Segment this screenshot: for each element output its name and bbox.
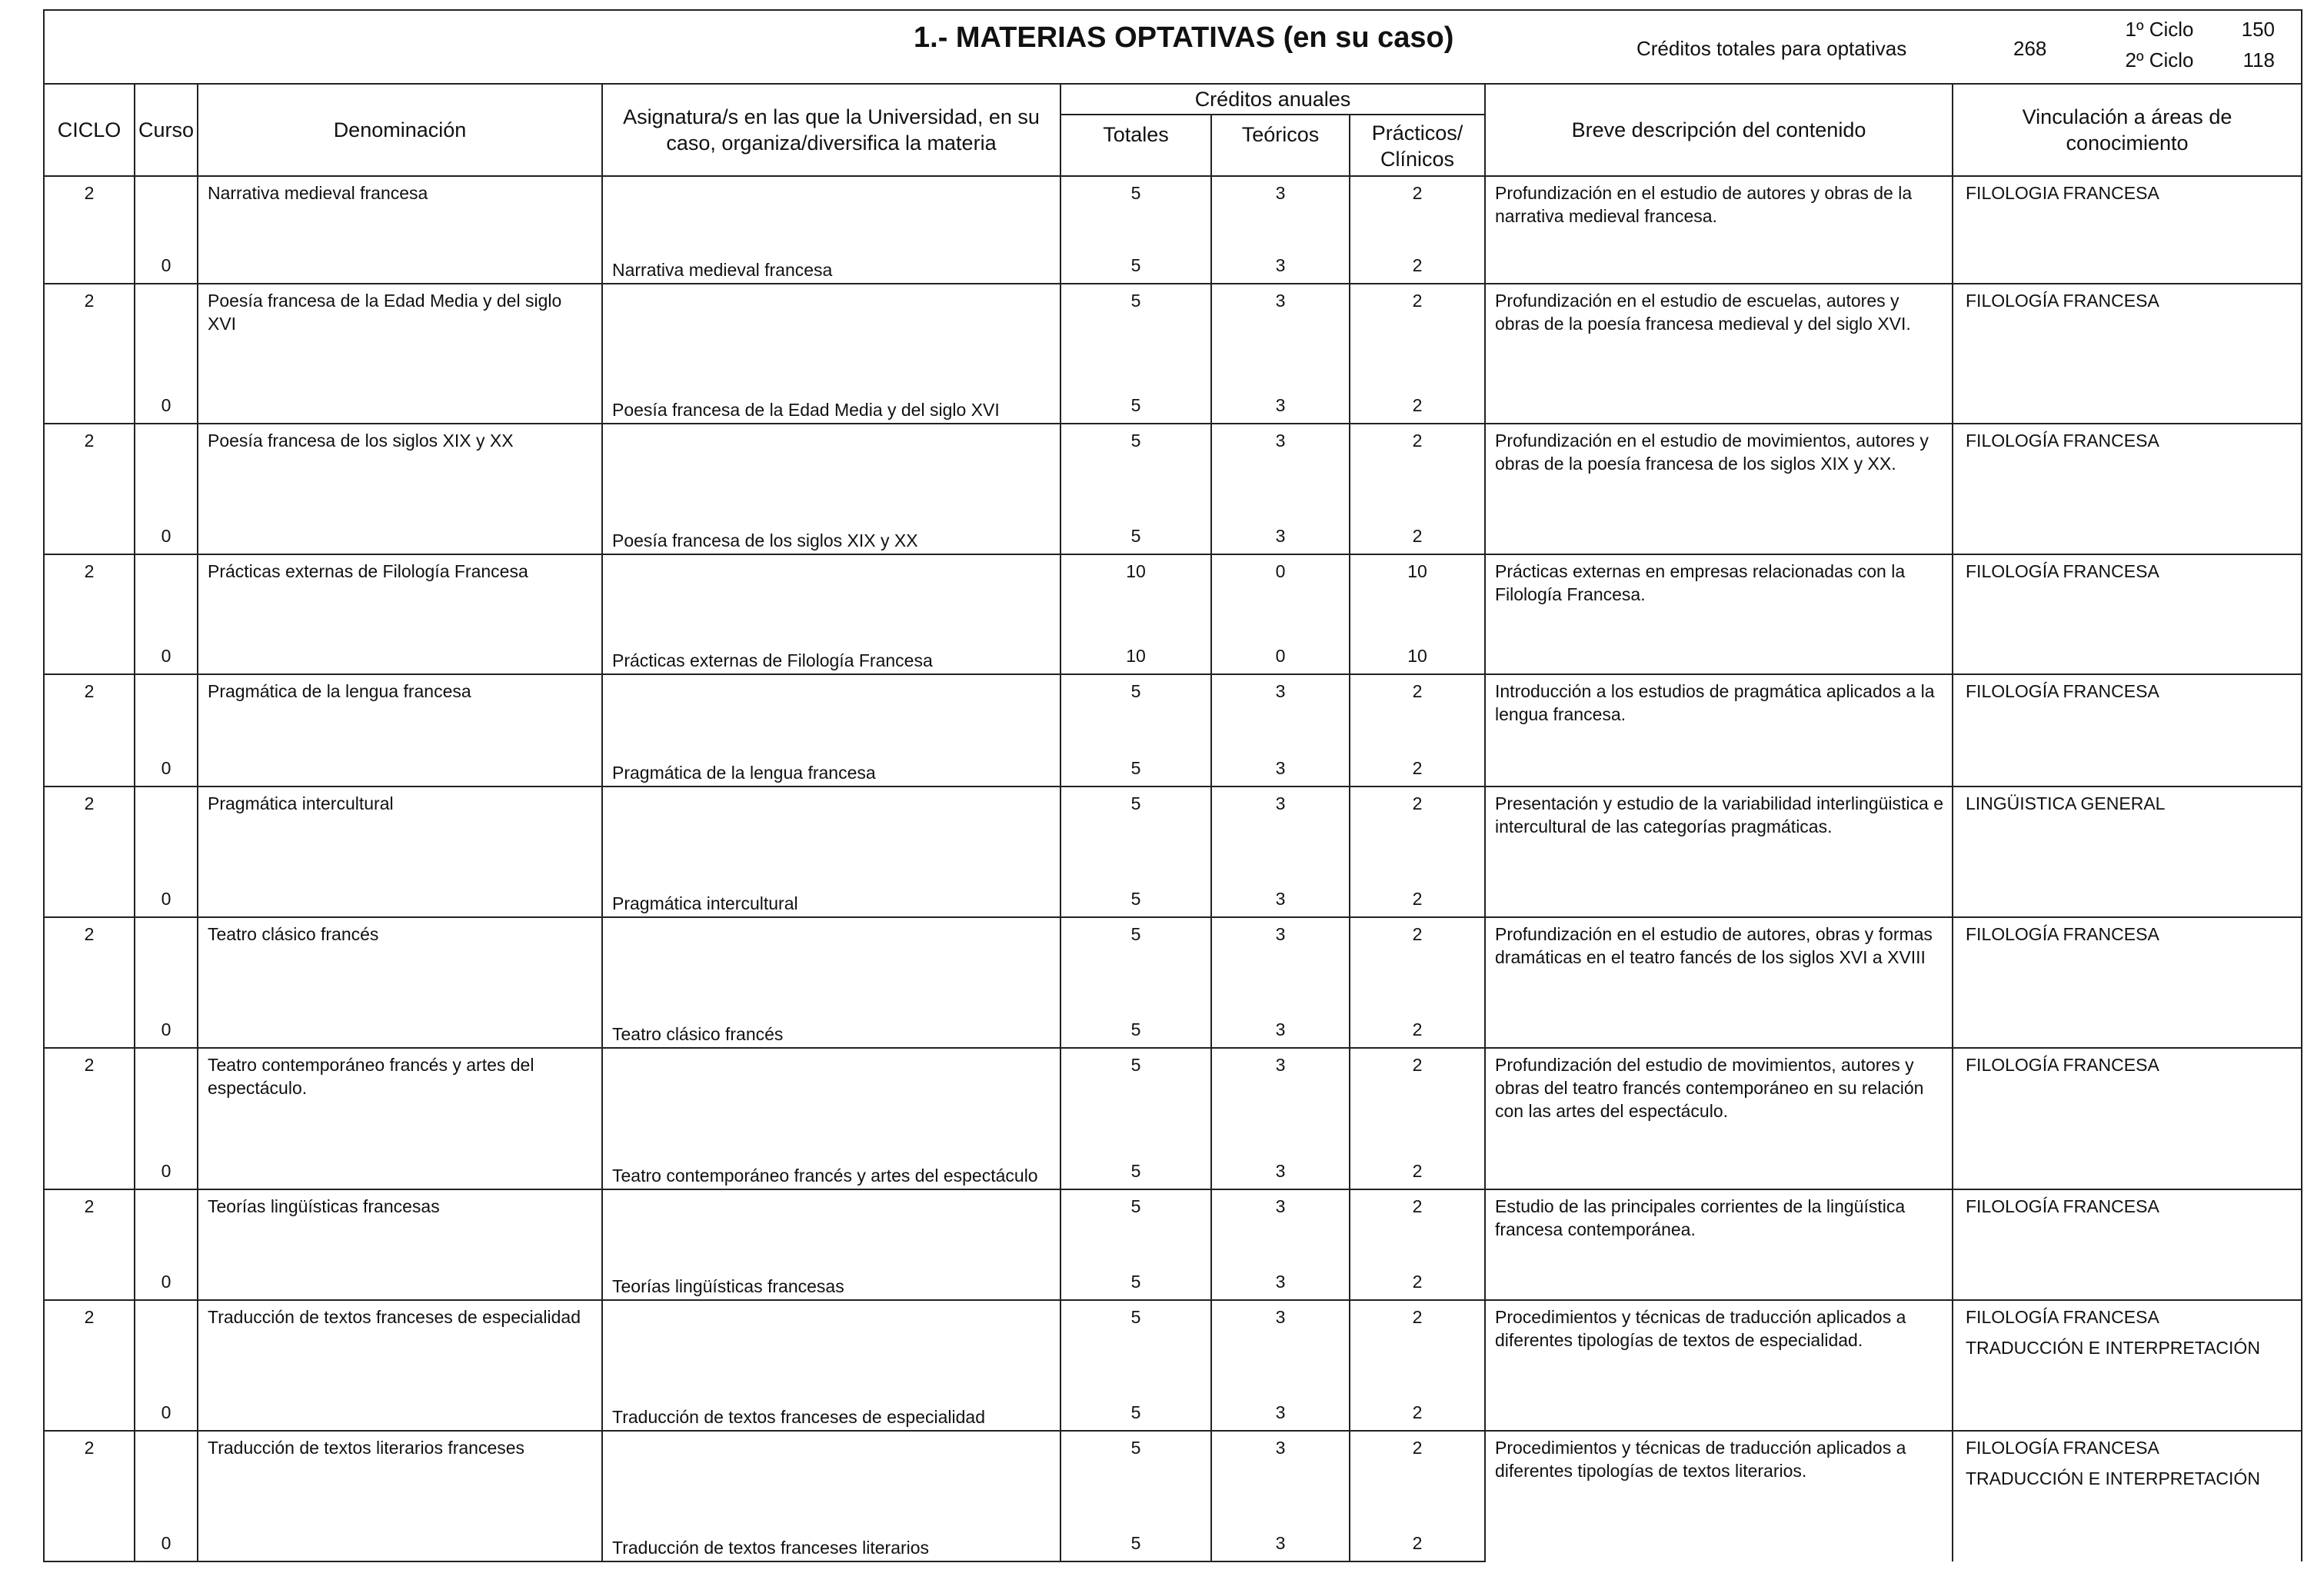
- totales-cell: 5: [1060, 1048, 1211, 1134]
- descripcion-cell: Introducción a los estudios de pragmática aplicados a la lengua francesa.: [1485, 674, 1953, 787]
- asignatura-value: Teatro clásico francés: [602, 996, 1060, 1048]
- totales-cell: 5: [1060, 1189, 1211, 1254]
- practicos-cell: 2: [1350, 674, 1485, 739]
- ciclo-cell: 2: [44, 176, 135, 238]
- area-item: FILOLOGÍA FRANCESA: [1966, 431, 2159, 451]
- asignatura-value: Teorías lingüísticas francesas: [602, 1254, 1060, 1300]
- asignatura-cell: [602, 1048, 1060, 1134]
- descripcion-cell: Profundización del estudio de movimientos, autores y obras del teatro francés contemporáneo en su relación con las artes del espectáculo.: [1485, 1048, 1953, 1189]
- ciclo-cell-empty: [44, 1254, 135, 1300]
- curso-cell: [135, 674, 198, 739]
- asig-practicos: 10: [1350, 628, 1485, 674]
- asig-practicos: 2: [1350, 1509, 1485, 1561]
- totales-cell: 5: [1060, 1300, 1211, 1378]
- asignatura-cell: [602, 917, 1060, 996]
- ciclo-credits: [2113, 14, 2275, 75]
- materia-row: [44, 917, 2302, 996]
- denominacion-cell-empty: [198, 238, 602, 284]
- denominacion-cell: Teatro contemporáneo francés y artes del espectáculo.: [198, 1048, 602, 1134]
- area-item: FILOLOGÍA FRANCESA: [1966, 1055, 2159, 1075]
- areas-cell: [1953, 424, 2302, 554]
- asignatura-cell: [602, 1300, 1060, 1378]
- asig-totales: 5: [1060, 502, 1211, 554]
- totales-cell: 5: [1060, 176, 1211, 238]
- asignatura-cell: [602, 424, 1060, 502]
- asig-teoricos: 3: [1211, 238, 1350, 284]
- ciclo-cell-empty: [44, 238, 135, 284]
- curso-cell: [135, 1300, 198, 1378]
- denominacion-cell: Pragmática intercultural: [198, 787, 602, 865]
- descripcion-cell: Profundización en el estudio de autores, obras y formas dramáticas en el teatro fancés de los siglos XVI a XVIII: [1485, 917, 1953, 1048]
- curso-cell: [135, 284, 198, 370]
- asig-teoricos: 3: [1211, 996, 1350, 1048]
- denominacion-cell: Teatro clásico francés: [198, 917, 602, 996]
- curso-value: 0: [135, 502, 198, 554]
- area-item: FILOLOGÍA FRANCESA: [1966, 1196, 2159, 1216]
- materia-row: [44, 424, 2302, 502]
- materias-table: [43, 9, 2302, 1562]
- denominacion-cell: Poesía francesa de la Edad Media y del siglo XVI: [198, 284, 602, 370]
- ciclo-cell: 2: [44, 554, 135, 628]
- practicos-cell: 10: [1350, 554, 1485, 628]
- asig-totales: 5: [1060, 238, 1211, 284]
- ciclo-cell: 2: [44, 787, 135, 865]
- ciclo-cell-empty: [44, 865, 135, 917]
- asig-totales: 5: [1060, 1378, 1211, 1431]
- teoricos-cell: 3: [1211, 674, 1350, 739]
- teoricos-cell: 3: [1211, 787, 1350, 865]
- asignatura-value: Pragmática de la lengua francesa: [602, 739, 1060, 787]
- title-bar: [44, 10, 2302, 84]
- materia-row: [44, 1300, 2302, 1378]
- asig-teoricos: 3: [1211, 1254, 1350, 1300]
- asig-practicos: 2: [1350, 502, 1485, 554]
- denominacion-cell: Pragmática de la lengua francesa: [198, 674, 602, 739]
- totales-cell: 5: [1060, 284, 1211, 370]
- denominacion-cell: Traducción de textos literarios franceses: [198, 1431, 602, 1509]
- teoricos-cell: 0: [1211, 554, 1350, 628]
- col-vinculacion: Vinculación a áreas de conocimiento: [1953, 84, 2302, 176]
- curso-cell: [135, 917, 198, 996]
- curso-value: 0: [135, 628, 198, 674]
- curso-value: 0: [135, 996, 198, 1048]
- asig-teoricos: 3: [1211, 1378, 1350, 1431]
- practicos-cell: 2: [1350, 424, 1485, 502]
- curso-value: 0: [135, 238, 198, 284]
- asig-totales: 5: [1060, 370, 1211, 424]
- asignatura-value: Narrativa medieval francesa: [602, 238, 1060, 284]
- denominacion-cell-empty: [198, 628, 602, 674]
- credits-label: Créditos totales para optativas: [1636, 37, 1907, 60]
- ciclo-cell: 2: [44, 1048, 135, 1134]
- credits-total: 268: [2013, 37, 2047, 60]
- asignatura-cell: [602, 554, 1060, 628]
- area-item: FILOLOGÍA FRANCESA: [1966, 924, 2159, 944]
- asig-teoricos: 3: [1211, 865, 1350, 917]
- teoricos-cell: 3: [1211, 1300, 1350, 1378]
- denominacion-cell: Narrativa medieval francesa: [198, 176, 602, 238]
- totales-cell: 5: [1060, 1431, 1211, 1509]
- totales-cell: 5: [1060, 424, 1211, 502]
- col-denominacion: Denominación: [198, 84, 602, 176]
- ciclo2-label: 2º Ciclo: [2125, 48, 2194, 72]
- asig-totales: 5: [1060, 1134, 1211, 1189]
- asig-practicos: 2: [1350, 996, 1485, 1048]
- denominacion-cell-empty: [198, 1134, 602, 1189]
- areas-cell: [1953, 787, 2302, 917]
- denominacion-cell-empty: [198, 1509, 602, 1561]
- asignatura-value: Teatro contemporáneo francés y artes del espectáculo: [602, 1134, 1060, 1189]
- denominacion-cell: Poesía francesa de los siglos XIX y XX: [198, 424, 602, 502]
- descripcion-cell: Prácticas externas en empresas relacionadas con la Filología Francesa.: [1485, 554, 1953, 674]
- asignatura-value: Poesía francesa de los siglos XIX y XX: [602, 502, 1060, 554]
- areas-cell: [1953, 1300, 2302, 1431]
- asig-totales: 5: [1060, 1254, 1211, 1300]
- descripcion-cell: Presentación y estudio de la variabilidad interlingüistica e intercultural de las categorías pragmáticas.: [1485, 787, 1953, 917]
- asig-teoricos: 3: [1211, 370, 1350, 424]
- curso-cell: [135, 1189, 198, 1254]
- curso-value: 0: [135, 370, 198, 424]
- teoricos-cell: 3: [1211, 176, 1350, 238]
- ciclo-cell-empty: [44, 739, 135, 787]
- asig-practicos: 2: [1350, 370, 1485, 424]
- asig-practicos: 2: [1350, 1378, 1485, 1431]
- asig-teoricos: 3: [1211, 1509, 1350, 1561]
- teoricos-cell: 3: [1211, 1189, 1350, 1254]
- practicos-cell: 2: [1350, 284, 1485, 370]
- areas-cell: [1953, 674, 2302, 787]
- curso-value: 0: [135, 739, 198, 787]
- asig-practicos: 2: [1350, 739, 1485, 787]
- areas-cell: [1953, 176, 2302, 284]
- area-item: TRADUCCIÓN E INTERPRETACIÓN: [1966, 1468, 2260, 1488]
- area-item: FILOLOGIA FRANCESA: [1966, 183, 2159, 203]
- ciclo1-value: 150: [2241, 18, 2275, 41]
- asig-totales: 5: [1060, 1509, 1211, 1561]
- areas-cell: [1953, 554, 2302, 674]
- asignatura-value: Pragmática intercultural: [602, 865, 1060, 917]
- col-asignaturas: Asignatura/s en las que la Universidad, en su caso, organiza/diversifica la materia: [602, 84, 1060, 176]
- ciclo-cell-empty: [44, 370, 135, 424]
- col-practicos: Prácticos/ Clínicos: [1350, 115, 1485, 176]
- teoricos-cell: 3: [1211, 1431, 1350, 1509]
- denominacion-cell-empty: [198, 996, 602, 1048]
- ciclo-cell: 2: [44, 1189, 135, 1254]
- denominacion-cell-empty: [198, 1378, 602, 1431]
- practicos-cell: 2: [1350, 917, 1485, 996]
- asig-practicos: 2: [1350, 238, 1485, 284]
- denominacion-cell-empty: [198, 1254, 602, 1300]
- ciclo-cell-empty: [44, 1134, 135, 1189]
- curso-cell: [135, 424, 198, 502]
- curso-cell: [135, 554, 198, 628]
- asignatura-cell: [602, 176, 1060, 238]
- area-item: LINGÜISTICA GENERAL: [1966, 793, 2166, 813]
- curso-value: 0: [135, 1509, 198, 1561]
- materia-row: [44, 554, 2302, 628]
- descripcion-cell: Profundización en el estudio de movimientos, autores y obras de la poesía francesa de los siglos XIX y XX.: [1485, 424, 1953, 554]
- area-item: FILOLOGÍA FRANCESA: [1966, 1307, 2159, 1327]
- col-ciclo: CICLO: [44, 84, 135, 176]
- col-descripcion: Breve descripción del contenido: [1485, 84, 1953, 176]
- practicos-cell: 2: [1350, 176, 1485, 238]
- asignatura-value: Poesía francesa de la Edad Media y del siglo XVI: [602, 370, 1060, 424]
- practicos-cell: 2: [1350, 787, 1485, 865]
- page-title: 1.- MATERIAS OPTATIVAS (en su caso): [914, 22, 1454, 54]
- areas-cell: [1953, 917, 2302, 1048]
- materia-row: [44, 1189, 2302, 1254]
- materia-row: [44, 1431, 2302, 1509]
- asignatura-cell: [602, 787, 1060, 865]
- materia-row: [44, 1048, 2302, 1134]
- header-row-1: [44, 84, 2302, 115]
- areas-cell: [1953, 284, 2302, 424]
- area-item: FILOLOGÍA FRANCESA: [1966, 561, 2159, 581]
- curriculum-sheet: [43, 9, 2301, 1578]
- areas-cell: [1953, 1048, 2302, 1189]
- asignatura-cell: [602, 1189, 1060, 1254]
- col-teoricos: Teóricos: [1211, 115, 1350, 176]
- totales-cell: 10: [1060, 554, 1211, 628]
- curso-value: 0: [135, 1254, 198, 1300]
- asig-teoricos: 0: [1211, 628, 1350, 674]
- area-item: TRADUCCIÓN E INTERPRETACIÓN: [1966, 1338, 2260, 1358]
- asig-practicos: 2: [1350, 1134, 1485, 1189]
- curso-cell: [135, 176, 198, 238]
- areas-cell: [1953, 1431, 2302, 1561]
- asignatura-cell: [602, 284, 1060, 370]
- practicos-cell: 2: [1350, 1300, 1485, 1378]
- area-item: FILOLOGÍA FRANCESA: [1966, 1438, 2159, 1458]
- asignatura-cell: [602, 1431, 1060, 1509]
- curso-cell: [135, 1048, 198, 1134]
- teoricos-cell: 3: [1211, 1048, 1350, 1134]
- teoricos-cell: 3: [1211, 284, 1350, 370]
- asig-totales: 5: [1060, 739, 1211, 787]
- asig-totales: 5: [1060, 865, 1211, 917]
- ciclo-cell-empty: [44, 502, 135, 554]
- ciclo1-label: 1º Ciclo: [2125, 18, 2194, 41]
- asig-practicos: 2: [1350, 1254, 1485, 1300]
- ciclo-cell-empty: [44, 1509, 135, 1561]
- materia-row: [44, 787, 2302, 865]
- denominacion-cell-empty: [198, 865, 602, 917]
- practicos-cell: 2: [1350, 1048, 1485, 1134]
- asig-totales: 5: [1060, 996, 1211, 1048]
- asignatura-value: Traducción de textos franceses literarios: [602, 1509, 1060, 1561]
- col-totales: Totales: [1060, 115, 1211, 176]
- materia-row: [44, 674, 2302, 739]
- practicos-cell: 2: [1350, 1431, 1485, 1509]
- asignatura-cell: [602, 674, 1060, 739]
- col-creditos-anuales: Créditos anuales: [1060, 84, 1485, 115]
- denominacion-cell-empty: [198, 502, 602, 554]
- ciclo-cell: 2: [44, 424, 135, 502]
- teoricos-cell: 3: [1211, 917, 1350, 996]
- totales-cell: 5: [1060, 917, 1211, 996]
- asignatura-value: Prácticas externas de Filología Francesa: [602, 628, 1060, 674]
- denominacion-cell-empty: [198, 370, 602, 424]
- ciclo-cell-empty: [44, 996, 135, 1048]
- denominacion-cell: Teorías lingüísticas francesas: [198, 1189, 602, 1254]
- curso-value: 0: [135, 865, 198, 917]
- areas-cell: [1953, 1189, 2302, 1300]
- denominacion-cell: Traducción de textos franceses de especialidad: [198, 1300, 602, 1378]
- descripcion-cell: Procedimientos y técnicas de traducción aplicados a diferentes tipologías de textos literarios.: [1485, 1431, 1953, 1561]
- descripcion-cell: Procedimientos y técnicas de traducción aplicados a diferentes tipologías de textos de especialidad.: [1485, 1300, 1953, 1431]
- col-curso: Curso: [135, 84, 198, 176]
- denominacion-cell: Prácticas externas de Filología Francesa: [198, 554, 602, 628]
- materia-row: [44, 284, 2302, 370]
- totales-cell: 5: [1060, 787, 1211, 865]
- asignatura-value: Traducción de textos franceses de especialidad: [602, 1378, 1060, 1431]
- curso-value: 0: [135, 1134, 198, 1189]
- ciclo2-value: 118: [2242, 48, 2275, 72]
- descripcion-cell: Profundización en el estudio de autores y obras de la narrativa medieval francesa.: [1485, 176, 1953, 284]
- asig-teoricos: 3: [1211, 739, 1350, 787]
- ciclo-cell: 2: [44, 674, 135, 739]
- ciclo-cell: 2: [44, 917, 135, 996]
- teoricos-cell: 3: [1211, 424, 1350, 502]
- asig-practicos: 2: [1350, 865, 1485, 917]
- ciclo-cell-empty: [44, 628, 135, 674]
- descripcion-cell: Profundización en el estudio de escuelas, autores y obras de la poesía francesa medieval y del siglo XVI.: [1485, 284, 1953, 424]
- practicos-cell: 2: [1350, 1189, 1485, 1254]
- ciclo-cell-empty: [44, 1378, 135, 1431]
- ciclo-cell: 2: [44, 1431, 135, 1509]
- curso-value: 0: [135, 1378, 198, 1431]
- denominacion-cell-empty: [198, 739, 602, 787]
- ciclo-cell: 2: [44, 1300, 135, 1378]
- asig-totales: 10: [1060, 628, 1211, 674]
- materia-row: [44, 176, 2302, 238]
- ciclo-cell: 2: [44, 284, 135, 370]
- totales-cell: 5: [1060, 674, 1211, 739]
- area-item: FILOLOGÍA FRANCESA: [1966, 291, 2159, 311]
- area-item: FILOLOGÍA FRANCESA: [1966, 681, 2159, 701]
- curso-cell: [135, 787, 198, 865]
- curso-cell: [135, 1431, 198, 1509]
- descripcion-cell: Estudio de las principales corrientes de la lingüística francesa contemporánea.: [1485, 1189, 1953, 1300]
- asig-teoricos: 3: [1211, 1134, 1350, 1189]
- asig-teoricos: 3: [1211, 502, 1350, 554]
